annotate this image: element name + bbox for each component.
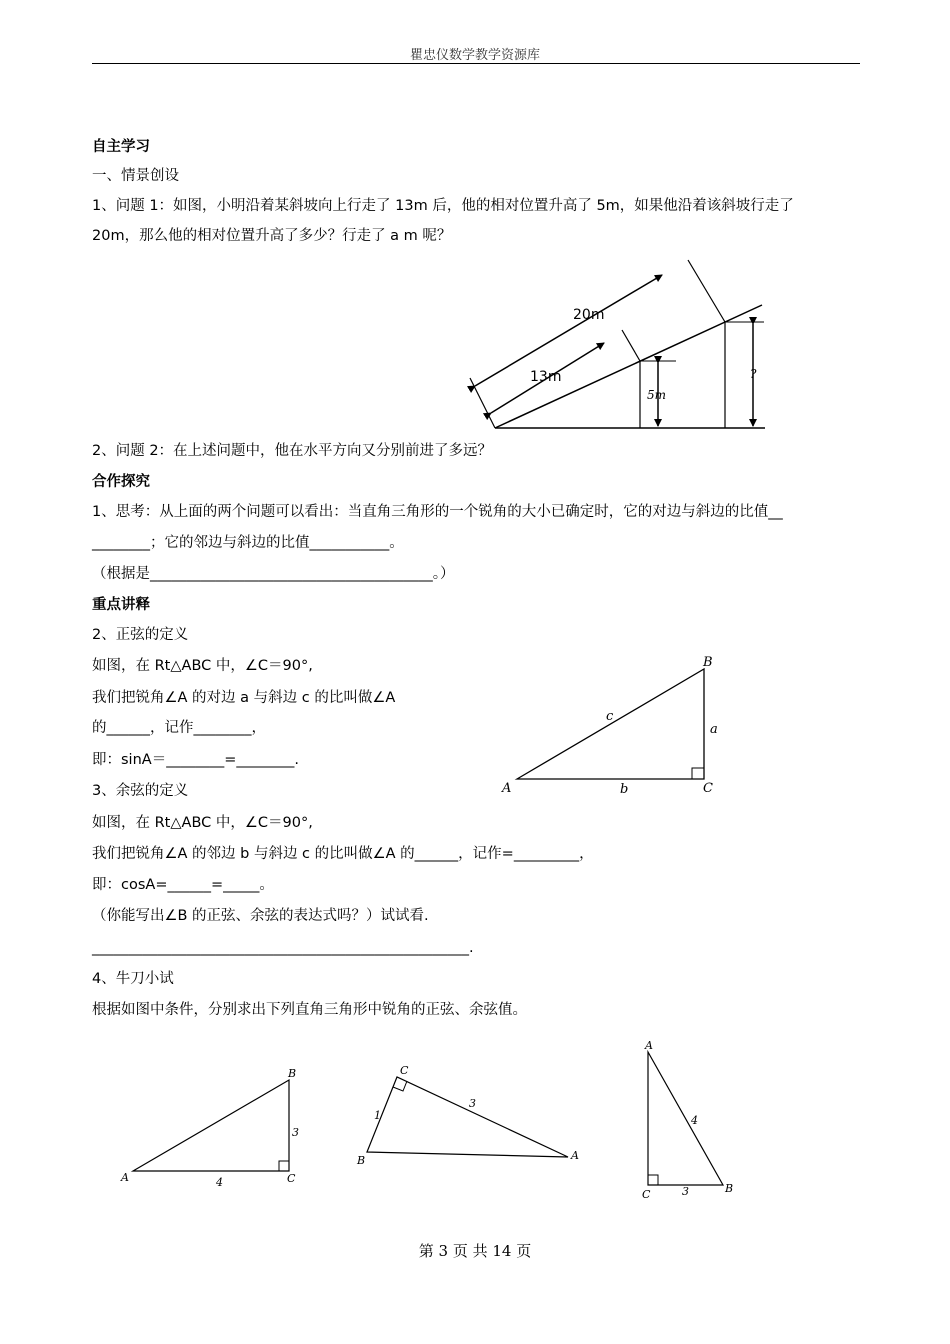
think-line2: ________；它的邻边与斜边的比值___________。: [92, 535, 404, 551]
tri3-vertex-c: C: [642, 1188, 651, 1201]
side-c: c: [606, 709, 614, 724]
main-triangle-figure: [495, 650, 725, 800]
tri3-side-cb: 3: [682, 1185, 689, 1198]
tri2-vertex-c: C: [400, 1064, 409, 1077]
tri1-vertex-b: B: [288, 1067, 297, 1080]
triangle-2-figure: [350, 1060, 590, 1170]
triangle-3-figure: [635, 1035, 745, 1205]
slope-figure: [460, 255, 780, 440]
header-rule: [92, 63, 860, 64]
label-question: ?: [750, 367, 757, 381]
main-triangle: [517, 669, 704, 779]
tri1-vertex-c: C: [287, 1172, 296, 1185]
triangle-3: [648, 1052, 723, 1185]
page-footer: 第 3 页 共 14 页: [418, 1242, 532, 1260]
basis-line: （根据是_______________________________________。）: [92, 566, 455, 582]
answer-blank-line: ____________________________________________________.: [92, 940, 474, 956]
sine-line2: 我们把锐角∠A 的对边 a 与斜边 c 的比叫做∠A: [92, 690, 396, 706]
vertex-b: B: [703, 655, 713, 670]
tri3-vertex-a: A: [645, 1039, 653, 1052]
slope-line: [495, 305, 762, 428]
tri1-vertex-a: A: [121, 1171, 129, 1184]
cos-line3: 即：cosA=______=_____。: [92, 877, 274, 893]
tri2-vertex-b: B: [357, 1154, 366, 1167]
sine-title: 2、正弦的定义: [92, 627, 189, 643]
label-13m: 13m: [530, 369, 562, 385]
vertex-c: C: [703, 781, 713, 796]
cos-line2: 我们把锐角∠A 的邻边 b 与斜边 c 的比叫做∠A 的______，记作=_________，: [92, 846, 594, 862]
label-20m: 20m: [573, 307, 605, 323]
right-angle-mark: [692, 768, 704, 779]
sine-line4: 即：sinA＝________=________.: [92, 752, 299, 768]
page-header: 瞿忠仪数学教学资源库: [409, 48, 540, 63]
arrow-20m: [475, 275, 662, 386]
tri1-side-bc: 3: [292, 1126, 299, 1139]
sine-line3: 的______，记作________，: [92, 720, 266, 736]
scene-title: 一、情景创设: [92, 168, 179, 184]
label-5m: 5m: [647, 388, 667, 402]
side-a: a: [710, 722, 718, 737]
triangle-1-figure: [115, 1062, 315, 1192]
tri3-vertex-b: B: [725, 1182, 734, 1195]
heading-key: 重点讲释: [92, 597, 150, 613]
heading-self-study: 自主学习: [92, 139, 150, 155]
triangle-1: [133, 1080, 289, 1171]
tri2-vertex-a: A: [571, 1149, 579, 1162]
tri1-side-ac: 4: [216, 1176, 223, 1189]
try-title: 4、牛刀小试: [92, 971, 174, 987]
sine-line1: 如图，在 Rt△ABC 中，∠C＝90°,: [92, 658, 313, 674]
side-b: b: [620, 782, 629, 797]
ask-b-line: （你能写出∠B 的正弦、余弦的表达式吗？）试试看.: [92, 908, 429, 924]
heading-coop: 合作探究: [92, 474, 150, 490]
cos-title: 3、余弦的定义: [92, 783, 189, 799]
q1-line1: 1、问题 1：如图，小明沿着某斜坡向上行走了 13m 后，他的相对位置升高了 5m，如果他沿着该斜坡行走了: [92, 198, 794, 214]
tri3-side-ab: 4: [691, 1114, 698, 1127]
cos-line1: 如图，在 Rt△ABC 中，∠C＝90°,: [92, 815, 313, 831]
tri2-side-cb: 1: [374, 1109, 381, 1122]
tri2-side-ca: 3: [469, 1097, 476, 1110]
q1-line2: 20m，那么他的相对位置升高了多少？行走了 a m 呢？: [92, 228, 452, 244]
think-line1: 1、思考：从上面的两个问题可以看出：当直角三角形的一个锐角的大小已确定时，它的对边与斜边的比值__: [92, 504, 783, 520]
q2-line: 2、问题 2：在上述问题中，他在水平方向又分别前进了多远？: [92, 443, 493, 459]
try-description: 根据如图中条件，分别求出下列直角三角形中锐角的正弦、余弦值。: [92, 1002, 527, 1018]
vertex-a: A: [502, 781, 512, 796]
